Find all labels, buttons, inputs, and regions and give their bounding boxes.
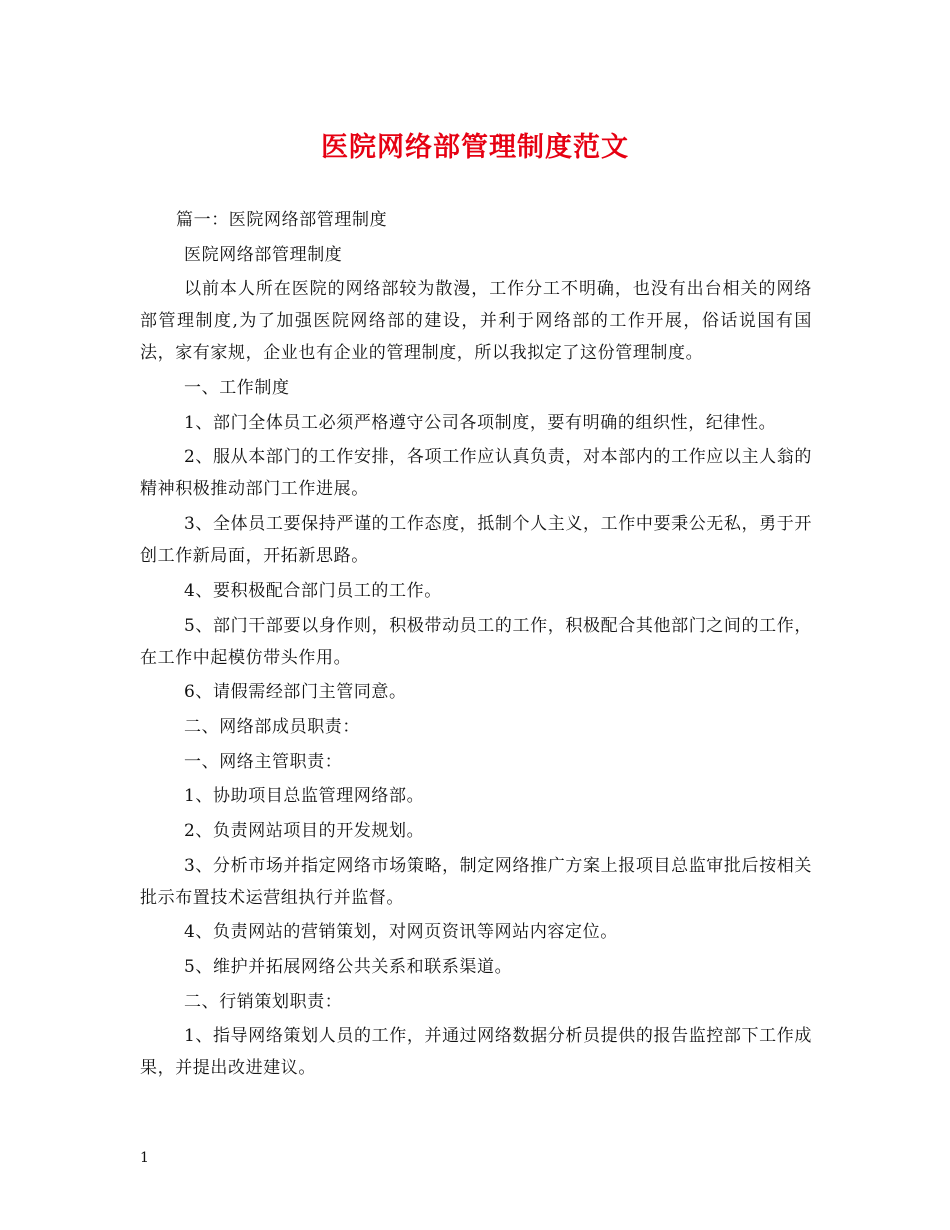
paragraph: 医院网络部管理制度	[184, 244, 343, 265]
paragraph: 3、全体员工要保持严谨的工作态度，抵制个人主义，工作中要秉公无私，勇于开创工作新局面，开拓新思路。	[140, 514, 812, 567]
paragraph: 一、网络主管职责：	[184, 751, 343, 772]
document-title: 医院网络部管理制度范文	[321, 132, 629, 163]
paragraph: 2、服从本部门的工作安排，各项工作应认真负责，对本部内的工作应以主人翁的精神积极推动部门工作进展。	[140, 447, 812, 500]
paragraph: 6、请假需经部门主管同意。	[184, 682, 407, 703]
page-number: 1	[140, 1150, 149, 1166]
paragraph: 4、要积极配合部门员工的工作。	[184, 580, 442, 601]
paragraph: 一、工作制度	[184, 378, 290, 399]
paragraph: 1、指导网络策划人员的工作，并通过网络数据分析员提供的报告监控部下工作成果，并提出改进建议。	[140, 1026, 812, 1079]
paragraph: 篇一：医院网络部管理制度	[176, 210, 388, 230]
paragraph: 2、负责网站项目的开发规划。	[184, 820, 425, 841]
paragraph: 二、网络部成员职责：	[184, 716, 360, 737]
paragraph: 3、分析市场并指定网络市场策略，制定网络推广方案上报项目总监审批后按相关批示布置技术运营组执行并监督。	[140, 855, 812, 908]
paragraph: 以前本人所在医院的网络部较为散漫，工作分工不明确，也没有出台相关的网络部管理制度,为了加强医院网络部的建设，并利于网络部的工作开展，俗话说国有国法，家有家规，企业也有企业的管理制度，所以我拟定了这份管理制度。	[140, 279, 812, 364]
paragraph: 4、负责网站的营销策划，对网页资讯等网站内容定位。	[184, 922, 618, 943]
paragraph: 1、协助项目总监管理网络部。	[184, 786, 425, 807]
paragraph: 二、行销策划职责：	[184, 991, 343, 1012]
document-body	[140, 204, 812, 1087]
paragraph: 5、部门干部要以身作则，积极带动员工的工作，积极配合其他部门之间的工作，在工作中起模仿带头作用。	[140, 615, 812, 668]
paragraph: 5、维护并拓展网络公共关系和联系渠道。	[184, 957, 513, 977]
paragraph: 1、部门全体员工必须严格遵守公司各项制度，要有明确的组织性，纪律性。	[184, 412, 777, 433]
